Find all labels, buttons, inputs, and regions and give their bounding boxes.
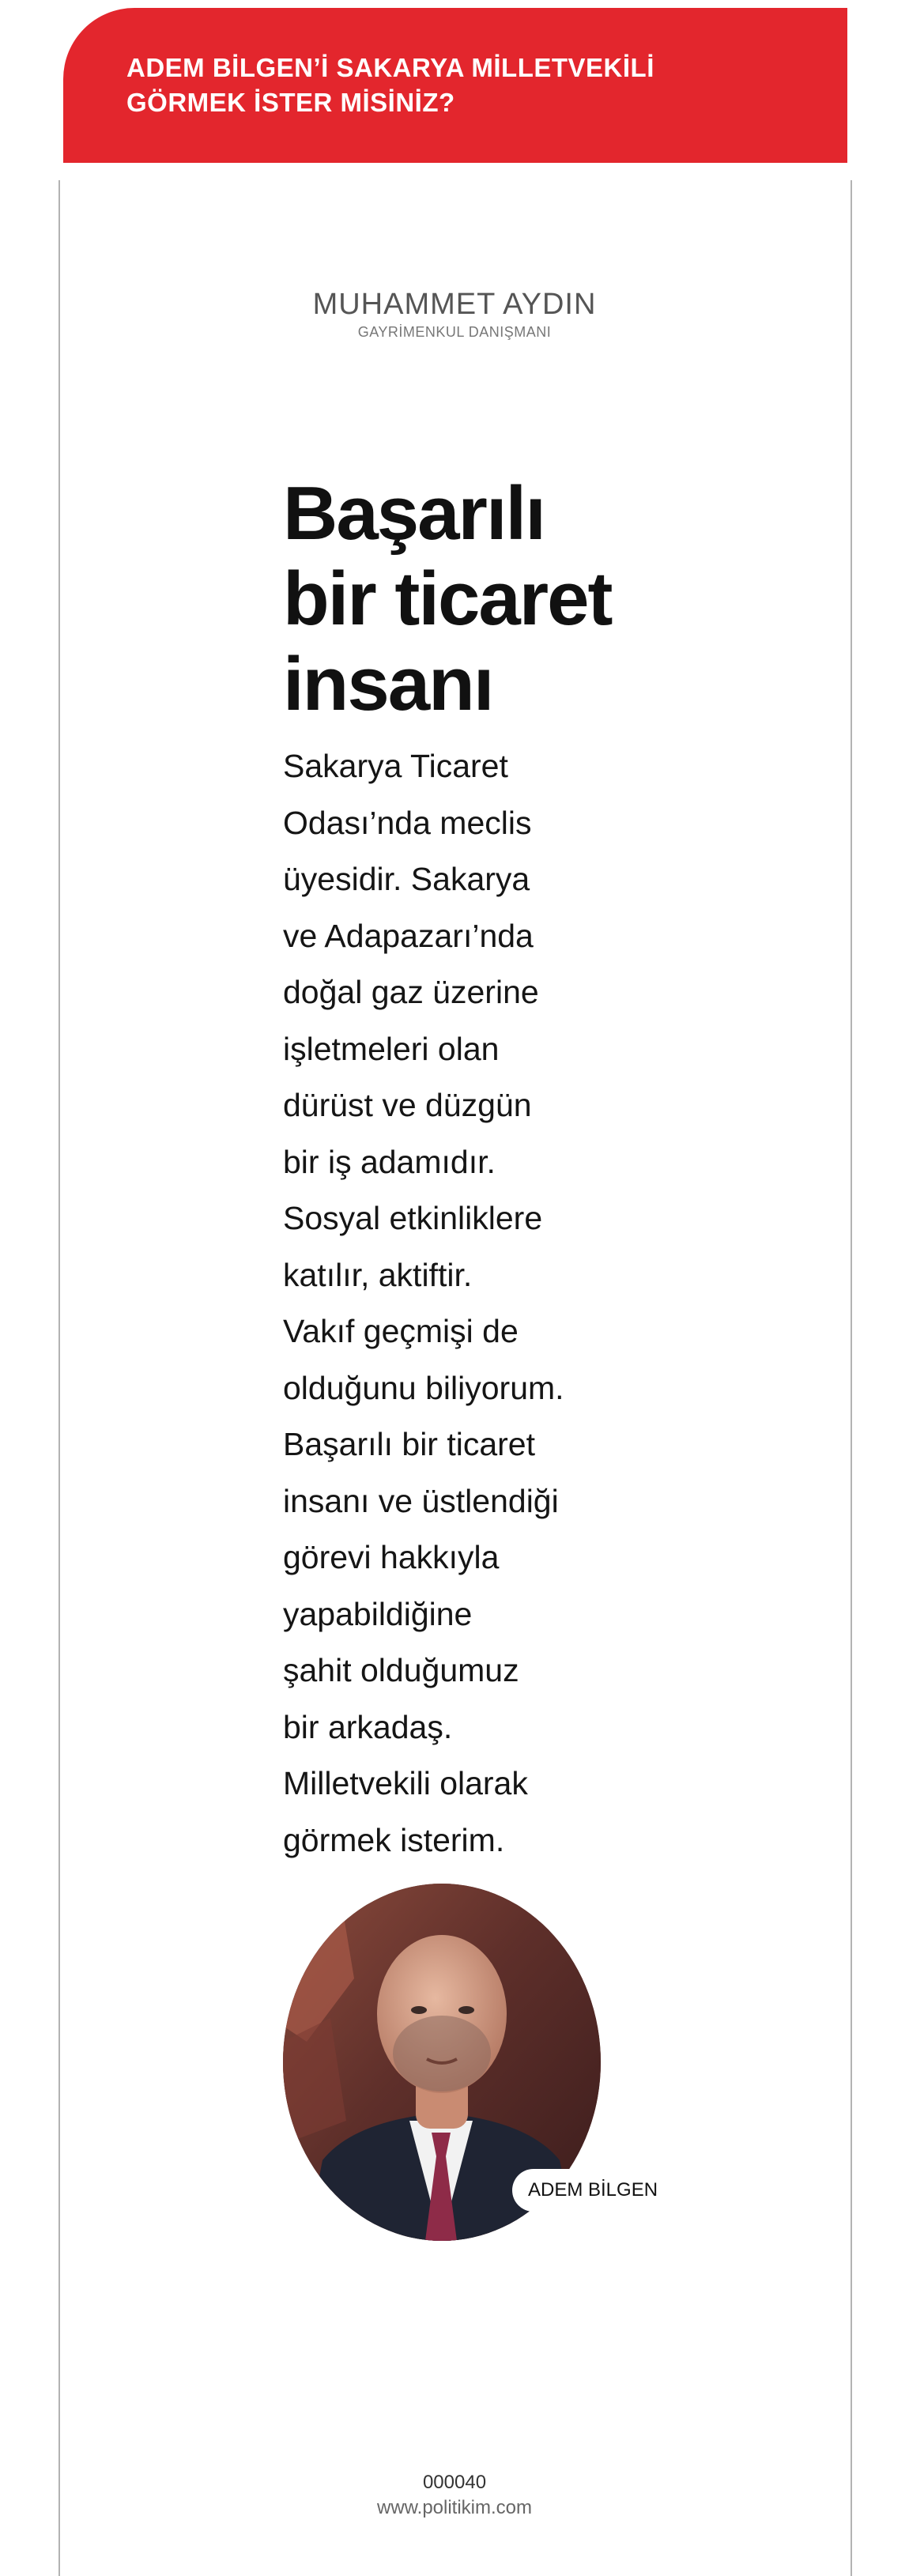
header-banner bbox=[63, 8, 847, 163]
headline-line: bir ticaret bbox=[283, 556, 612, 641]
body-line: dürüst ve düzgün bbox=[283, 1087, 532, 1123]
website-url: www.politikim.com bbox=[376, 2497, 533, 2518]
body-line: yapabildiğine bbox=[283, 1595, 473, 1632]
photo-caption: ADEM BİLGEN bbox=[512, 2169, 673, 2212]
body-line: Milletvekili olarak bbox=[283, 1765, 528, 1801]
headline-line: insanı bbox=[283, 642, 493, 726]
left-eye bbox=[411, 2006, 427, 2014]
page-footer bbox=[0, 2470, 909, 2521]
body-line: doğal gaz üzerine bbox=[283, 974, 539, 1010]
right-eye bbox=[458, 2006, 474, 2014]
body-line: görevi hakkıyla bbox=[283, 1539, 500, 1575]
beard bbox=[393, 2016, 491, 2091]
banner-title-line-1: ADEM BİLGEN’İ SAKARYA MİLLETVEKİLİ bbox=[126, 53, 654, 82]
body-line: üyesidir. Sakarya bbox=[283, 861, 530, 897]
body-line: insanı ve üstlendiği bbox=[283, 1482, 559, 1519]
page-number: 000040 bbox=[422, 2472, 487, 2493]
body-line: bir arkadaş. bbox=[283, 1708, 453, 1745]
body-line: Başarılı bir ticaret bbox=[283, 1426, 535, 1462]
body-line: bir iş adamıdır. bbox=[283, 1143, 496, 1180]
body-line: Sakarya Ticaret bbox=[283, 748, 508, 784]
body-line: katılır, aktiftir. bbox=[283, 1256, 473, 1293]
banner-title-line-2: GÖRMEK İSTER MİSİNİZ? bbox=[126, 88, 455, 117]
article-headline bbox=[283, 471, 694, 727]
body-line: şahit olduğumuz bbox=[283, 1652, 519, 1688]
body-line: olduğunu biliyorum. bbox=[283, 1369, 564, 1406]
body-line: ve Adapazarı’nda bbox=[283, 917, 534, 954]
frame-left-border bbox=[58, 180, 60, 2576]
body-line: işletmeleri olan bbox=[283, 1030, 500, 1067]
body-line: görmek isterim. bbox=[283, 1821, 505, 1858]
headline-line: Başarılı bbox=[283, 471, 545, 556]
author-title: GAYRİMENKUL DANIŞMANI bbox=[357, 324, 552, 340]
body-line: Vakıf geçmişi de bbox=[283, 1313, 519, 1349]
author-block bbox=[0, 286, 909, 341]
author-name: MUHAMMET AYDIN bbox=[312, 288, 597, 321]
body-line: Odası’nda meclis bbox=[283, 804, 532, 841]
article-body bbox=[283, 738, 678, 1869]
frame-right-border bbox=[851, 180, 852, 2576]
body-line: Sosyal etkinliklere bbox=[283, 1200, 543, 1236]
